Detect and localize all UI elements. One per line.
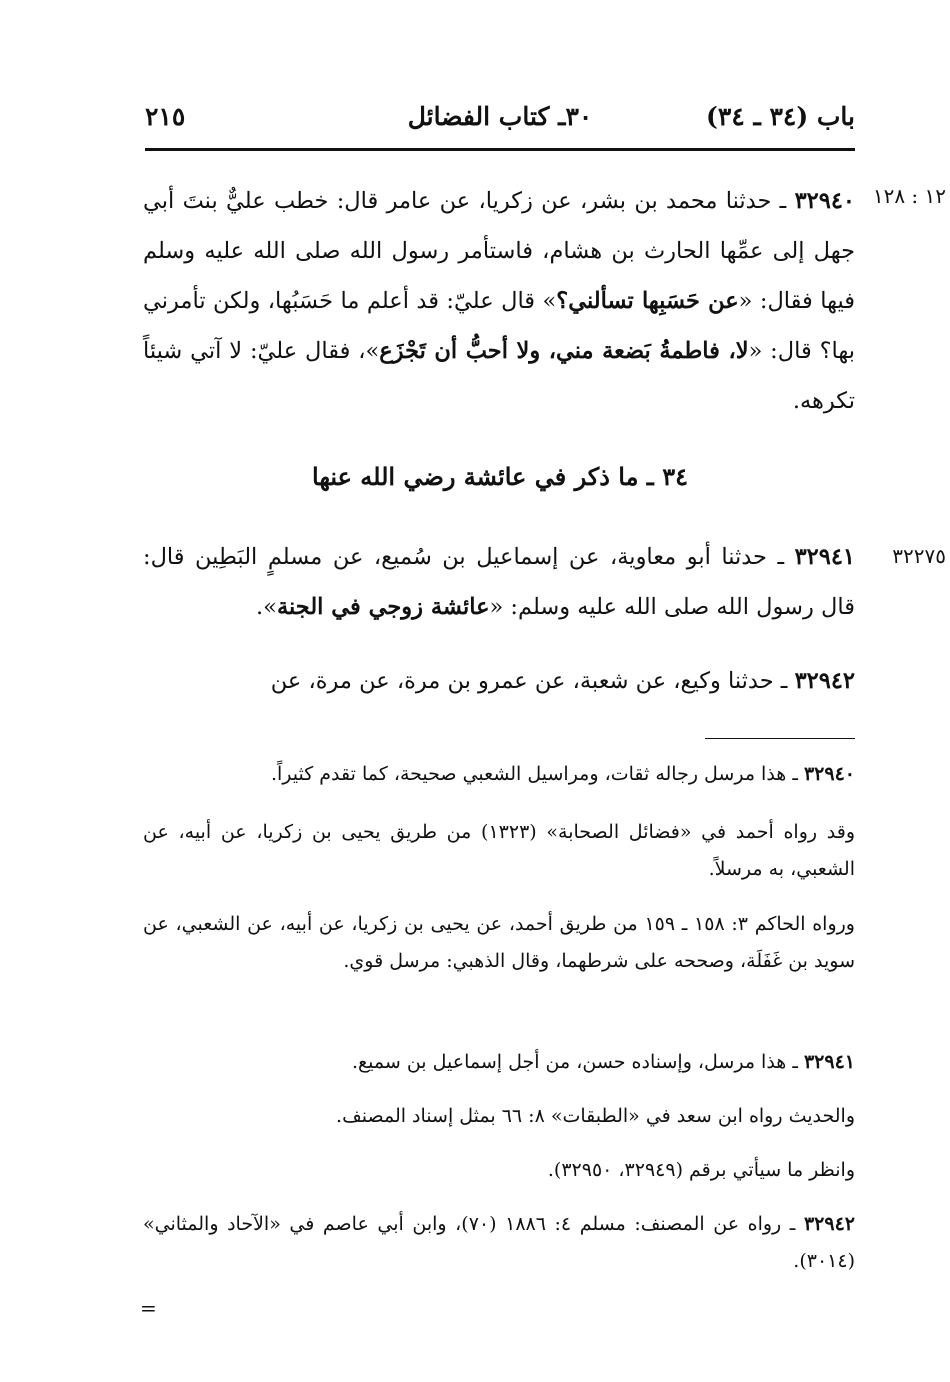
hadith-32941 <box>143 532 855 632</box>
margin-reference: ٣٢٢٧٥ <box>892 544 946 568</box>
hadith-text: »، فقال عليّ: لا آتي شيئاً تكرهه. <box>143 338 855 414</box>
hadith-32940 <box>143 176 855 426</box>
hadith-number: ٣٢٩٤٠ <box>794 188 855 214</box>
margin-reference: ١٢ : ١٢٨ <box>872 184 946 208</box>
section-title: ٣٤ ـ ما ذكر في عائشة رضي الله عنها <box>312 462 688 491</box>
hadith-text: ». <box>256 594 277 620</box>
hadith-32942 <box>143 656 855 706</box>
header-divider <box>145 148 855 151</box>
page-header <box>145 96 855 146</box>
footnote-number: ٣٢٩٤٠ <box>803 763 855 785</box>
footnote <box>143 1206 855 1280</box>
book-title: ٣٠ـ كتاب الفضائل <box>407 102 593 131</box>
hadith-quote: عن حَسَبِها تسألني؟ <box>556 288 739 314</box>
hadith-text: ـ حدثنا وكيع، عن شعبة، عن عمرو بن مرة، عن مرة، عن <box>270 668 795 694</box>
footnote-divider <box>705 738 855 739</box>
hadith-text: ـ حدثنا أبو معاوية، عن إسماعيل بن سُميع، عن مسلمٍ البَطِين قال: قال رسول الله صلى الله عليه وسلم: « <box>143 544 855 620</box>
footnote: وقد رواه أحمد في «فضائل الصحابة» (١٣٢٣) من طريق يحيى بن زكريا، عن أبيه، عن الشعبي، به مرسلاً. <box>143 821 855 880</box>
footnote <box>143 756 855 793</box>
footnote: وانظر ما سيأتي برقم (٣٢٩٤٩، ٣٢٩٥٠). <box>547 1159 855 1181</box>
footnote: والحديث رواه ابن سعد في «الطبقات» ٨: ٦٦ بمثل إسناد المصنف. <box>336 1105 855 1127</box>
footnote: ورواه الحاكم ٣: ١٥٨ ـ ١٥٩ من طريق أحمد، عن يحيى بن زكريا، عن أبيه، عن الشعبي، عن سويد بن غَفَلَة، وصححه على شرطهما، وقال الذهبي: مرسل قوي. <box>143 913 855 972</box>
chapter-heading: باب (٣٤ ـ ٣٤) <box>706 102 855 131</box>
footnote <box>243 1044 855 1081</box>
footnote-number: ٣٢٩٤٢ <box>803 1213 855 1235</box>
footnote-text: ـ رواه عن المصنف: مسلم ٤: ١٨٨٦ (٧٠)، وابن أبي عاصم في «الآحاد والمثاني» (٣٠١٤). <box>143 1213 855 1272</box>
continuation-mark: = <box>140 1296 157 1320</box>
footnote-number: ٣٢٩٤١ <box>803 1051 855 1073</box>
hadith-number: ٣٢٩٤٢ <box>794 668 855 694</box>
hadith-text: » قال عليّ: قد أعلم ما حَسَبُها، ولكن تأمرني بها؟ قال: « <box>143 288 856 364</box>
hadith-text: ـ حدثنا محمد بن بشر، عن زكريا، عن عامر قال: خطب عليٌّ بنتَ أبي جهل إلى عمِّها الحارث بن هشام، فاستأمر رسول الله صلى الله عليه وسلم فيها فقال: « <box>143 188 856 314</box>
hadith-quote: لا، فاطمةُ بَضعة مني، ولا أحبُّ أن تَجْزَع <box>379 338 749 364</box>
hadith-number: ٣٢٩٤١ <box>794 544 855 570</box>
page-number: ٢١٥ <box>145 102 186 131</box>
hadith-quote: عائشة زوجي في الجنة <box>276 594 490 620</box>
footnote-text: ـ هذا مرسل رجاله ثقات، ومراسيل الشعبي صحيحة، كما تقدم كثيراً. <box>270 763 804 785</box>
footnote-text: ـ هذا مرسل، وإسناده حسن، من أجل إسماعيل بن سميع. <box>352 1051 804 1073</box>
